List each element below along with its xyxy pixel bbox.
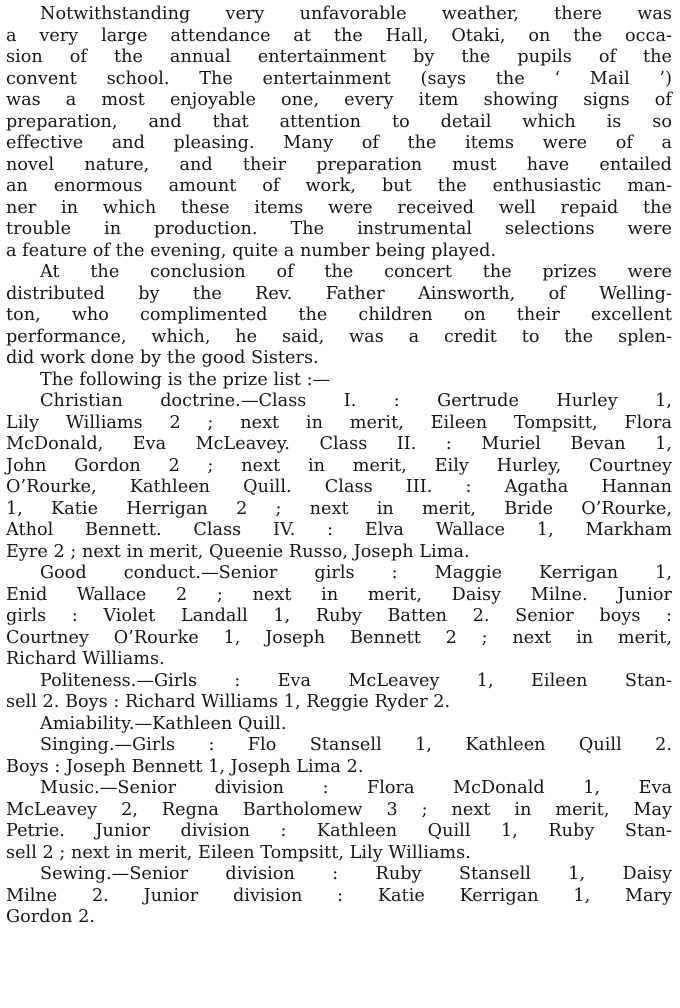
- paragraph-amiability: [6, 714, 672, 736]
- text-line: Gordon 2.: [6, 907, 96, 927]
- paragraph-good-conduct: [6, 563, 672, 671]
- text-line: was a most enjoyable one, every item showing signs of: [6, 90, 672, 110]
- text-line: trouble in production. The instrumental selections were: [6, 219, 672, 239]
- text-line: an enormous amount of work, but the enthusiastic man-: [6, 176, 672, 196]
- text-line: Eyre 2 ; next in merit, Queenie Russo, Joseph Lima.: [6, 541, 470, 562]
- text-line: ton, who complimented the children on their excellent: [6, 305, 672, 325]
- text-line: a very large attendance at the Hall, Otaki, on the occa-: [6, 25, 672, 46]
- text-line: Richard Williams.: [6, 649, 165, 669]
- text-line: Amiability.—Kathleen Quill.: [40, 713, 287, 734]
- paragraph-prize-list-intro: [6, 370, 672, 392]
- text-line: ner in which these items were received well repaid the: [6, 197, 672, 218]
- text-line: 1, Katie Herrigan 2 ; next in merit, Bride O’Rourke,: [6, 498, 672, 519]
- text-line: Courtney O’Rourke 1, Joseph Bennett 2 ; next in merit,: [6, 627, 672, 648]
- text-line: The following is the prize list :—: [40, 369, 331, 390]
- text-line: a feature of the evening, quite a number being played.: [6, 240, 497, 261]
- text-line: sell 2 ; next in merit, Eileen Tompsitt, Lily Williams.: [6, 842, 471, 863]
- text-line: effective and pleasing. Many of the items were of a: [6, 133, 672, 153]
- text-line: McDonald, Eva McLeavey. Class II. : Muriel Bevan 1,: [6, 434, 672, 454]
- text-line: Boys : Joseph Bennett 1, Joseph Lima 2.: [6, 756, 364, 777]
- paragraph-sewing: [6, 864, 672, 929]
- text-line: Milne 2. Junior division : Katie Kerrigan 1, Mary: [6, 885, 672, 906]
- text-line: preparation, and that attention to detail which is so: [6, 111, 672, 132]
- text-line: convent school. The entertainment (says the ‘ Mail ’): [6, 68, 672, 89]
- text-line: Good conduct.—Senior girls : Maggie Kerrigan 1,: [40, 563, 672, 583]
- paragraph-opening: [6, 4, 672, 262]
- text-line: novel nature, and their preparation must have entailed: [6, 154, 672, 175]
- text-line: distributed by the Rev. Father Ainsworth, of Welling-: [6, 283, 672, 304]
- text-line: Sewing.—Senior division : Ruby Stansell 1, Daisy: [40, 864, 672, 884]
- text-line: girls : Violet Landall 1, Ruby Batten 2. Senior boys :: [6, 606, 672, 626]
- text-line: Politeness.—Girls : Eva McLeavey 1, Eileen Stan-: [40, 670, 672, 691]
- paragraph-singing: [6, 735, 672, 778]
- text-line: At the conclusion of the concert the prizes were: [40, 262, 672, 282]
- text-line: Athol Bennett. Class IV. : Elva Wallace 1, Markham: [6, 520, 672, 540]
- paragraph-politeness: [6, 671, 672, 714]
- text-line: McLeavey 2, Regna Bartholomew 3 ; next in merit, May: [6, 799, 672, 820]
- text-line: O’Rourke, Kathleen Quill. Class III. : Agatha Hannan: [6, 477, 672, 497]
- text-line: did work done by the good Sisters.: [6, 348, 319, 368]
- text-line: Enid Wallace 2 ; next in merit, Daisy Milne. Junior: [6, 584, 672, 605]
- text-line: Notwithstanding very unfavorable weather, there was: [40, 4, 672, 24]
- text-line: Singing.—Girls : Flo Stansell 1, Kathleen Quill 2.: [40, 735, 672, 755]
- text-line: Music.—Senior division : Flora McDonald 1, Eva: [40, 778, 672, 798]
- paragraph-conclusion: [6, 262, 672, 370]
- text-line: sell 2. Boys : Richard Williams 1, Reggie Ryder 2.: [6, 692, 451, 712]
- article-body: [6, 4, 672, 929]
- paragraph-christian-doctrine: [6, 391, 672, 563]
- text-line: John Gordon 2 ; next in merit, Eily Hurley, Courtney: [6, 455, 672, 476]
- text-line: sion of the annual entertainment by the pupils of the: [6, 47, 672, 67]
- text-line: Lily Williams 2 ; next in merit, Eileen Tompsitt, Flora: [6, 412, 672, 433]
- text-line: performance, which, he said, was a credit to the splen-: [6, 326, 672, 347]
- paragraph-music: [6, 778, 672, 864]
- text-line: Christian doctrine.—Class I. : Gertrude Hurley 1,: [40, 391, 672, 411]
- text-line: Petrie. Junior division : Kathleen Quill 1, Ruby Stan-: [6, 821, 672, 841]
